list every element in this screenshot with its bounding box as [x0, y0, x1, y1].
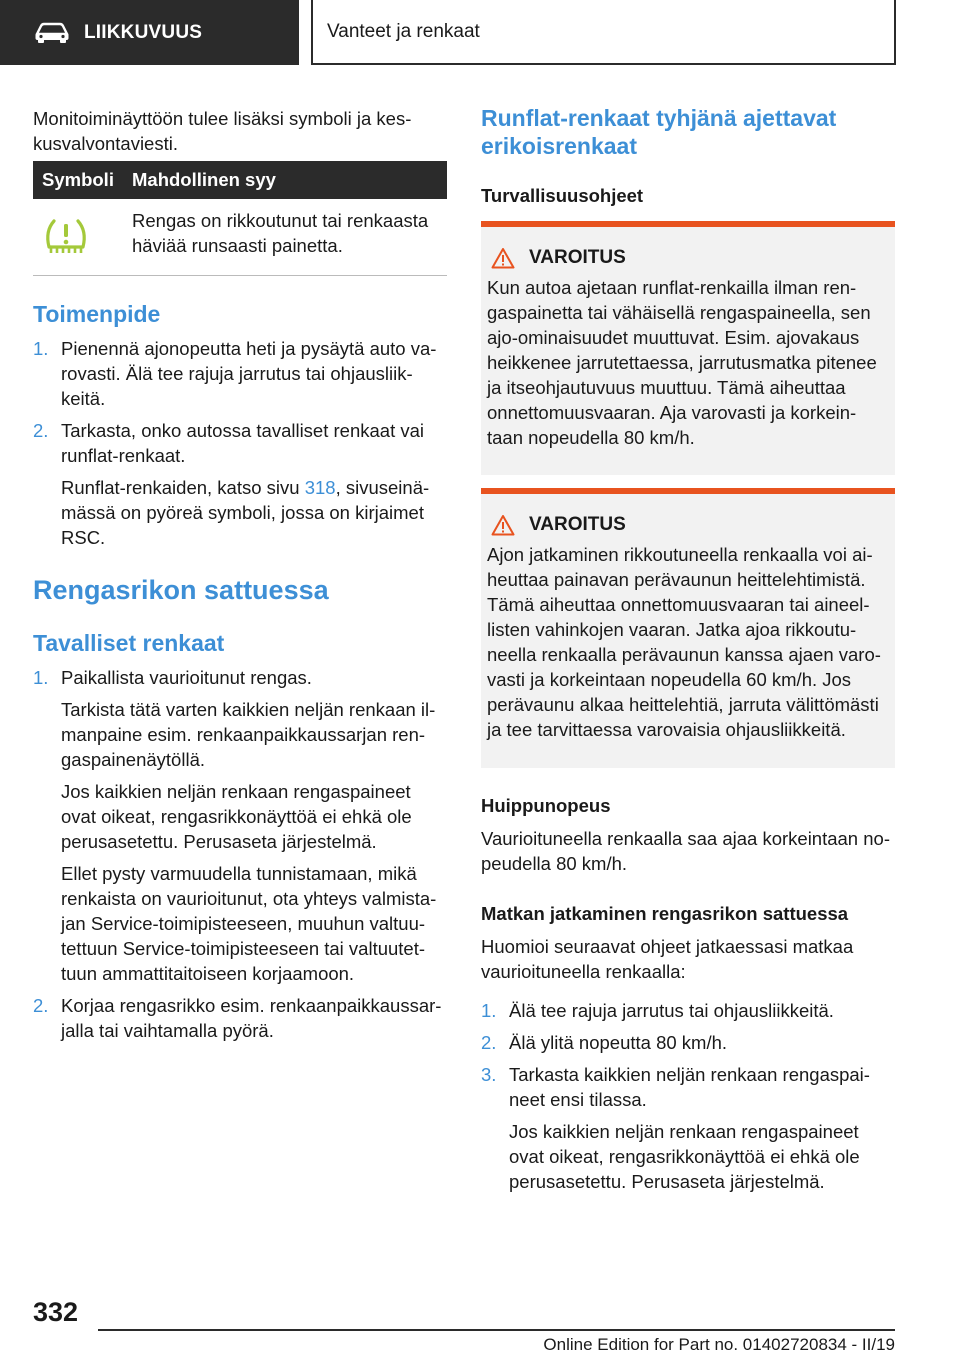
- list-item: 3. Tarkasta kaikkien neljän renkaan rengaspai- neet ensi tilassa. Jos kaikkien neljän renkaan rengaspaineet ovat oikeat, rengasrikkonäyttöä ei ehkä ole perusasetettu. Perusaseta järjestelmä.: [481, 1064, 870, 1192]
- matkan-text: Huomioi seuraavat ohjeet jatkaessasi matkaa vaurioituneella renkaalla:: [481, 936, 854, 982]
- page-number: 332: [33, 1297, 79, 1327]
- col-symbol: Symboli: [42, 169, 114, 190]
- toimenpide-list: [33, 336, 447, 550]
- list-item: 2. Älä ylitä nopeutta 80 km/h.: [481, 1032, 728, 1053]
- warning-triangle-icon: [491, 247, 515, 269]
- chapter-tab: [311, 0, 896, 65]
- list-item: 2. Tarkasta, onko autossa tavalliset renkaat vai runflat-renkaat. Runflat-renkaiden, katso sivu 318, sivuseinä- mässä on pyöreä symboli, jossa on kirjaimet RSC.: [33, 418, 447, 550]
- warning-box-2: [481, 488, 895, 768]
- tavalliset-list: [33, 665, 447, 1043]
- runflat-reference: Runflat-renkaiden, katso sivu 318, sivuseinä- mässä on pyöreä symboli, jossa on kirjaimet RSC.: [61, 477, 430, 548]
- warning-text: Ajon jatkaminen rikkoutuneella renkaalla voi ai- heuttaa painavan perävaunun heittelehtimistä. Tämä aiheuttaa onnettomuusvaaran tai aineel- listen vahinkojen vaaran. Jatka ajoa rikkoutu- neella renkaalla perävaunun kanssa ajaen varo- vasti ja korkeintaan nopeudella 60 km/h. Jos perävaunu alkaa heittelehtiä, jarruta välittömästi ja tee tarvittaessa varovaisia ohjausliikkeitä.: [487, 544, 881, 740]
- runflat-heading: Runflat-renkaat tyhjänä ajettavat erikoisrenkaat: [481, 105, 837, 159]
- footer-divider: [98, 1329, 895, 1331]
- chapter-title: Vanteet ja renkaat: [327, 20, 480, 42]
- tire-pressure-warning-icon: [42, 213, 90, 261]
- list-item: 1. Älä tee rajuja jarrutus tai ohjausliikkeitä.: [481, 1000, 834, 1021]
- section-title: LIIKKUVUUS: [84, 21, 203, 43]
- warning-box-1: [481, 221, 895, 475]
- matkan-list: [481, 998, 895, 1194]
- page-link-318[interactable]: 318: [304, 477, 336, 498]
- symbol-table-row: [33, 199, 447, 276]
- symbol-description: Rengas on rikkoutunut tai renkaasta häviää runsaasti painetta.: [132, 210, 429, 256]
- list-item: 1. Pienennä ajonopeutta heti ja pysäytä auto va- rovasti. Älä tee rajuja jarrutus tai ohjausliik- keitä.: [33, 338, 437, 409]
- list-item: 1. Paikallista vaurioitunut rengas. Tarkista tätä varten kaikkien neljän renkaan il- manpaine esim. renkaanpaikkaussarjan ren- gaspainenäytöllä. Jos kaikkien neljän renkaan rengaspaineet ovat oikeat, rengasrikkonäyttöä ei ehkä ole perusasetettu. Perusaseta järjestelmä. Ellet pysty varmuudella tunnistamaan, mikä renkaista on vaurioitunut, ota yhteys valmista- jan Service-toimipisteeseen, muuhun valtuu- tettuun Service-toimipisteeseen tai valtuutet- tuun ammattitaitoiseen korjaamoon.: [33, 667, 437, 984]
- toimenpide-heading: Toimenpide: [33, 301, 161, 327]
- tavalliset-heading: Tavalliset renkaat: [33, 630, 225, 656]
- huippunopeus-text: Vaurioituneella renkaalla saa ajaa korkeintaan no- peudella 80 km/h.: [481, 828, 890, 874]
- section-header: [0, 0, 299, 65]
- warning-text: Kun autoa ajetaan runflat-renkailla ilman ren- gaspainetta tai vähäisellä rengaspaineella, sen ajo-ominaisuudet muuttuvat. Esim. ajovakaus heikkenee jarrutettaessa, jarrutusmatka pitenee ja itseohjautuvuus muuttuu. Tämä aiheuttaa onnettomuusvaaran. Aja varovasti ja korkein- taan nopeudella 80 km/h.: [487, 277, 877, 448]
- list-item: 2. Korjaa rengasrikko esim. renkaanpaikkaussar- jalla tai vaihtamalla pyörä.: [33, 995, 442, 1041]
- warning-title: VAROITUS: [529, 514, 626, 535]
- matkan-heading: Matkan jatkaminen rengasrikon sattuessa: [481, 903, 849, 924]
- edition-text: Online Edition for Part no. 01402720834 - II/19: [543, 1335, 895, 1354]
- warning-title: VAROITUS: [529, 247, 626, 268]
- huippunopeus-heading: Huippunopeus: [481, 795, 611, 816]
- rengasrikon-heading: Rengasrikon sattuessa: [33, 575, 329, 605]
- warning-triangle-icon: [491, 514, 515, 536]
- col-cause: Mahdollinen syy: [132, 169, 276, 190]
- safety-heading: Turvallisuusohjeet: [481, 185, 644, 206]
- symbol-table-header: [33, 161, 447, 199]
- car-icon: [34, 22, 70, 44]
- intro-paragraph: Monitoiminäyttöön tulee lisäksi symboli ja kes- kusvalvontaviesti.: [33, 108, 412, 154]
